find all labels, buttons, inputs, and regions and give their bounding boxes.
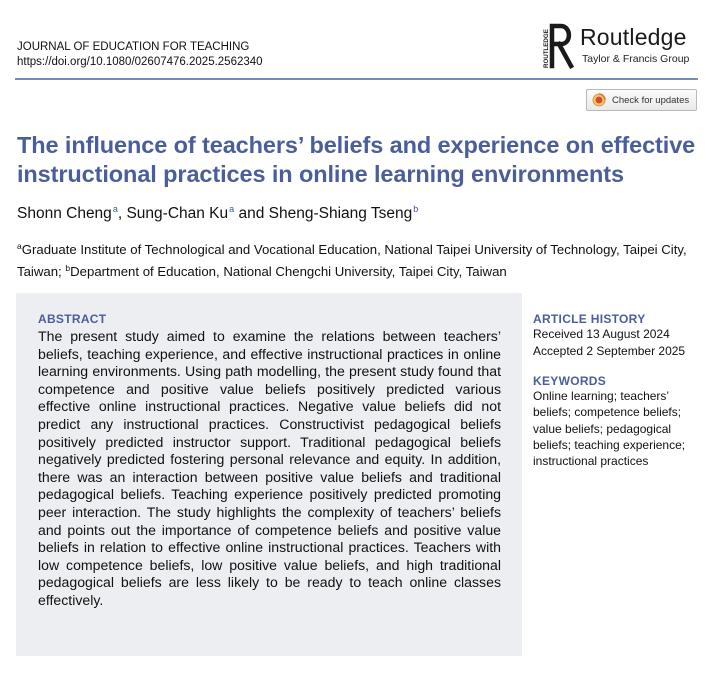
logo-group-name: Taylor & Francis Group: [582, 53, 690, 65]
author-name[interactable]: Shonn Cheng: [17, 205, 112, 222]
routledge-logo[interactable]: [541, 22, 711, 70]
author-separator: ,: [117, 205, 127, 222]
affiliation-mark: a: [112, 204, 118, 214]
abstract-text: The present study aimed to examine the relations between teachers’ beliefs, teaching experience, and effective instructional practices in online learning environments. Using path modelling, the present study found that competence and positive value beliefs positively predicted various effective online instructional practices. Negative value beliefs did not predict any instructional practices. Constructivist pedagogical beliefs positively predicted instructor support. Traditional pedagogical beliefs negatively predicted fostering personal relevance and equity. In addition, there was an interaction between positive value beliefs and traditional pedagogical beliefs. Teaching experience positively predicted promoting peer interaction. The study highlights the complexity of teachers’ beliefs and points out the importance of competence beliefs and positive value beliefs in relation to effective online instructional practices. Teachers with low competence beliefs, low positive value beliefs, and high traditional pedagogical beliefs are less likely to be ready to teach online classes effectively.: [38, 328, 501, 608]
keywords-heading: KEYWORDS: [533, 374, 607, 388]
affiliation-mark: a: [229, 204, 235, 214]
author-separator: and: [234, 205, 269, 222]
check-updates-icon: [592, 93, 606, 107]
header-divider: [15, 78, 698, 80]
author-list: [17, 204, 418, 223]
affiliation-a: Graduate Institute of Technological and Vocational Education, National Taipei University of Technology, Taipei City, Taiwan;: [17, 242, 687, 279]
doi-link[interactable]: https://doi.org/10.1080/02607476.2025.2562340: [17, 56, 263, 68]
check-updates-label: Check for updates: [612, 94, 690, 106]
keywords-text: Online learning; teachers’ beliefs; competence beliefs; value beliefs; pedagogical beliefs; teaching experience; instructional practices: [533, 389, 686, 469]
affiliation-mark: b: [413, 204, 419, 214]
article-history: [533, 312, 713, 360]
routledge-logo-mark-icon: [541, 22, 577, 70]
check-for-updates-button[interactable]: [586, 89, 697, 111]
logo-side-text: ROUTLEDGE: [543, 29, 550, 68]
abstract-heading: ABSTRACT: [38, 312, 107, 326]
affiliations: [17, 237, 707, 281]
keywords-section: [533, 374, 713, 469]
journal-header: [17, 40, 263, 70]
article-title: The influence of teachers’ beliefs and experience on effective instructional practices in online learning environments: [17, 132, 696, 187]
logo-brand-name: Routledge: [580, 24, 687, 50]
author-name[interactable]: Sung-Chan Ku: [126, 205, 229, 222]
article-history-heading: ARTICLE HISTORY: [533, 312, 646, 326]
affiliation-a-mark: a: [17, 241, 22, 251]
journal-name: JOURNAL OF EDUCATION FOR TEACHING: [17, 41, 250, 53]
accepted-date: Accepted 2 September 2025: [533, 344, 686, 358]
received-date: Received 13 August 2024: [533, 327, 670, 341]
author-name[interactable]: Sheng-Shiang Tseng: [268, 205, 413, 222]
affiliation-b: Department of Education, National Chengchi University, Taipei City, Taiwan: [70, 264, 507, 279]
affiliation-b-mark: b: [65, 263, 71, 273]
